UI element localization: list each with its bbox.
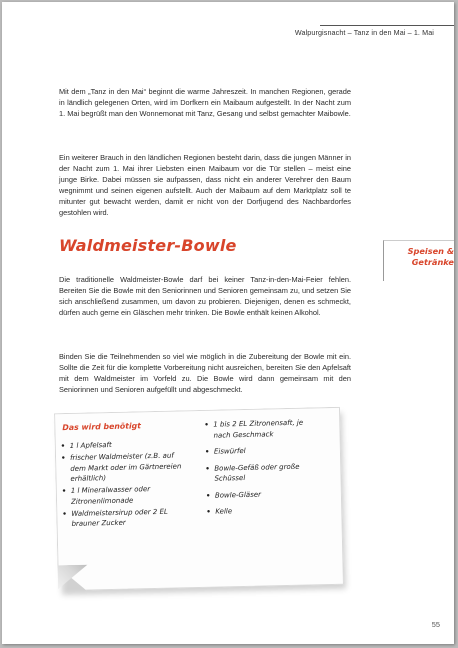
book-page: [2, 2, 454, 644]
ingredient-text: Bowle-Gefäß oder große Schüssel: [214, 462, 300, 483]
bullet-icon: •: [205, 464, 210, 473]
list-item: [205, 444, 323, 457]
bullet-icon: •: [60, 454, 66, 463]
ingredient-text: frischer Waldmeister (z.B. auf dem Markt oder im Gärtnereien erhältlich): [69, 451, 182, 483]
list-item: [61, 438, 189, 451]
ingredient-text: 1 l Apfelsaft: [69, 440, 112, 450]
bullet-icon: •: [204, 447, 210, 456]
section-paragraph-1: Die traditionelle Waldmeister-Bowle darf bei keiner Tanz-in-den-Mai-Feier fehlen. Bereiten Sie die Bowle mit den Seniorinnen und Senioren gemeinsam zu, und setzen Sie sich anschließend zusammen, um davon zu probieren. Diejenigen, denen es schmeckt, dürfen auch gerne ein Gläschen mehr trinken. Die Bowle enthält keinen Alkohol.: [59, 275, 351, 317]
ingredient-text: 1 bis 2 EL Zitronensaft, je nach Geschmack: [213, 418, 304, 440]
bullet-icon: •: [61, 487, 67, 496]
ingredient-text: Bowle-Gläser: [214, 490, 262, 500]
ingredient-text: Kelle: [215, 507, 233, 516]
list-item: [62, 483, 190, 507]
bullet-icon: •: [62, 509, 67, 518]
ingredient-text: Eiswürfel: [213, 446, 246, 456]
list-item: [62, 506, 190, 530]
list-item: [204, 417, 322, 441]
ingredient-text: Waldmeistersirup oder 2 EL brauner Zucker: [71, 507, 168, 528]
ingredient-list-left: [61, 438, 191, 531]
intro-paragraph-1: Mit dem „Tanz in den Mai“ beginnt die warme Jahreszeit. In manchen Regionen, gerade in ländlich gelegenen Orten, wird im Dorfkern ein Maibaum aufgestellt. In der Nacht zum 1. Mai begrüßt man den Wonnemonat mit Tanz, Gesang und selbst gemachter Maibowle.: [59, 87, 351, 118]
bullet-icon: •: [205, 491, 211, 500]
list-item: [205, 461, 323, 485]
page-number: 55: [431, 620, 440, 629]
ingredient-list-right: [204, 417, 324, 523]
section-heading: Waldmeister-Bowle: [59, 236, 237, 255]
list-item: [206, 504, 324, 517]
section-paragraph-2: Binden Sie die Teilnehmenden so viel wie möglich in die Zubereitung der Bowle mit ein. Sollte die Zeit für die komplette Vorbereitung nicht ausreichen, bereiten Sie den Apfelsaft mit dem Waldmeister im Vorfeld zu. Die Bowle wird dann gemeinsam mit den Seniorinnen und Senioren aufgefüllt und abgeschmeckt.: [59, 352, 351, 394]
ingredients-note: [54, 407, 346, 591]
side-category-label: Speisen & Getränke: [407, 246, 454, 267]
running-header: Walpurgisnacht – Tanz in den Mai – 1. Mai: [294, 28, 434, 37]
header-rule: [320, 25, 454, 26]
list-item: [206, 488, 324, 501]
bullet-icon: •: [206, 507, 211, 516]
list-item: [61, 450, 190, 484]
bullet-icon: •: [204, 420, 209, 429]
ingredient-text: 1 l Mineralwasser oder Zitronenlimonade: [70, 485, 151, 506]
bullet-icon: •: [60, 442, 66, 451]
note-title: Das wird benötigt: [62, 421, 142, 433]
intro-paragraph-2: Ein weiterer Brauch in den ländlichen Regionen besteht darin, dass die jungen Männer in der Nacht zum 1. Mai ihrer Liebsten einen Maibaum vor die Tür stellen – meist eine junge Birke. Dabei müssen sie aufpassen, dass nicht ein anderer Verehrer den Baum wegnimmt und seinen eigenen aufstellt. Auch der Maibaum auf dem Marktplatz soll te mitunter gut bewacht werden, damit er nicht von der Dorfjugend des Nachbardorfes gestohlen wird.: [59, 153, 351, 217]
